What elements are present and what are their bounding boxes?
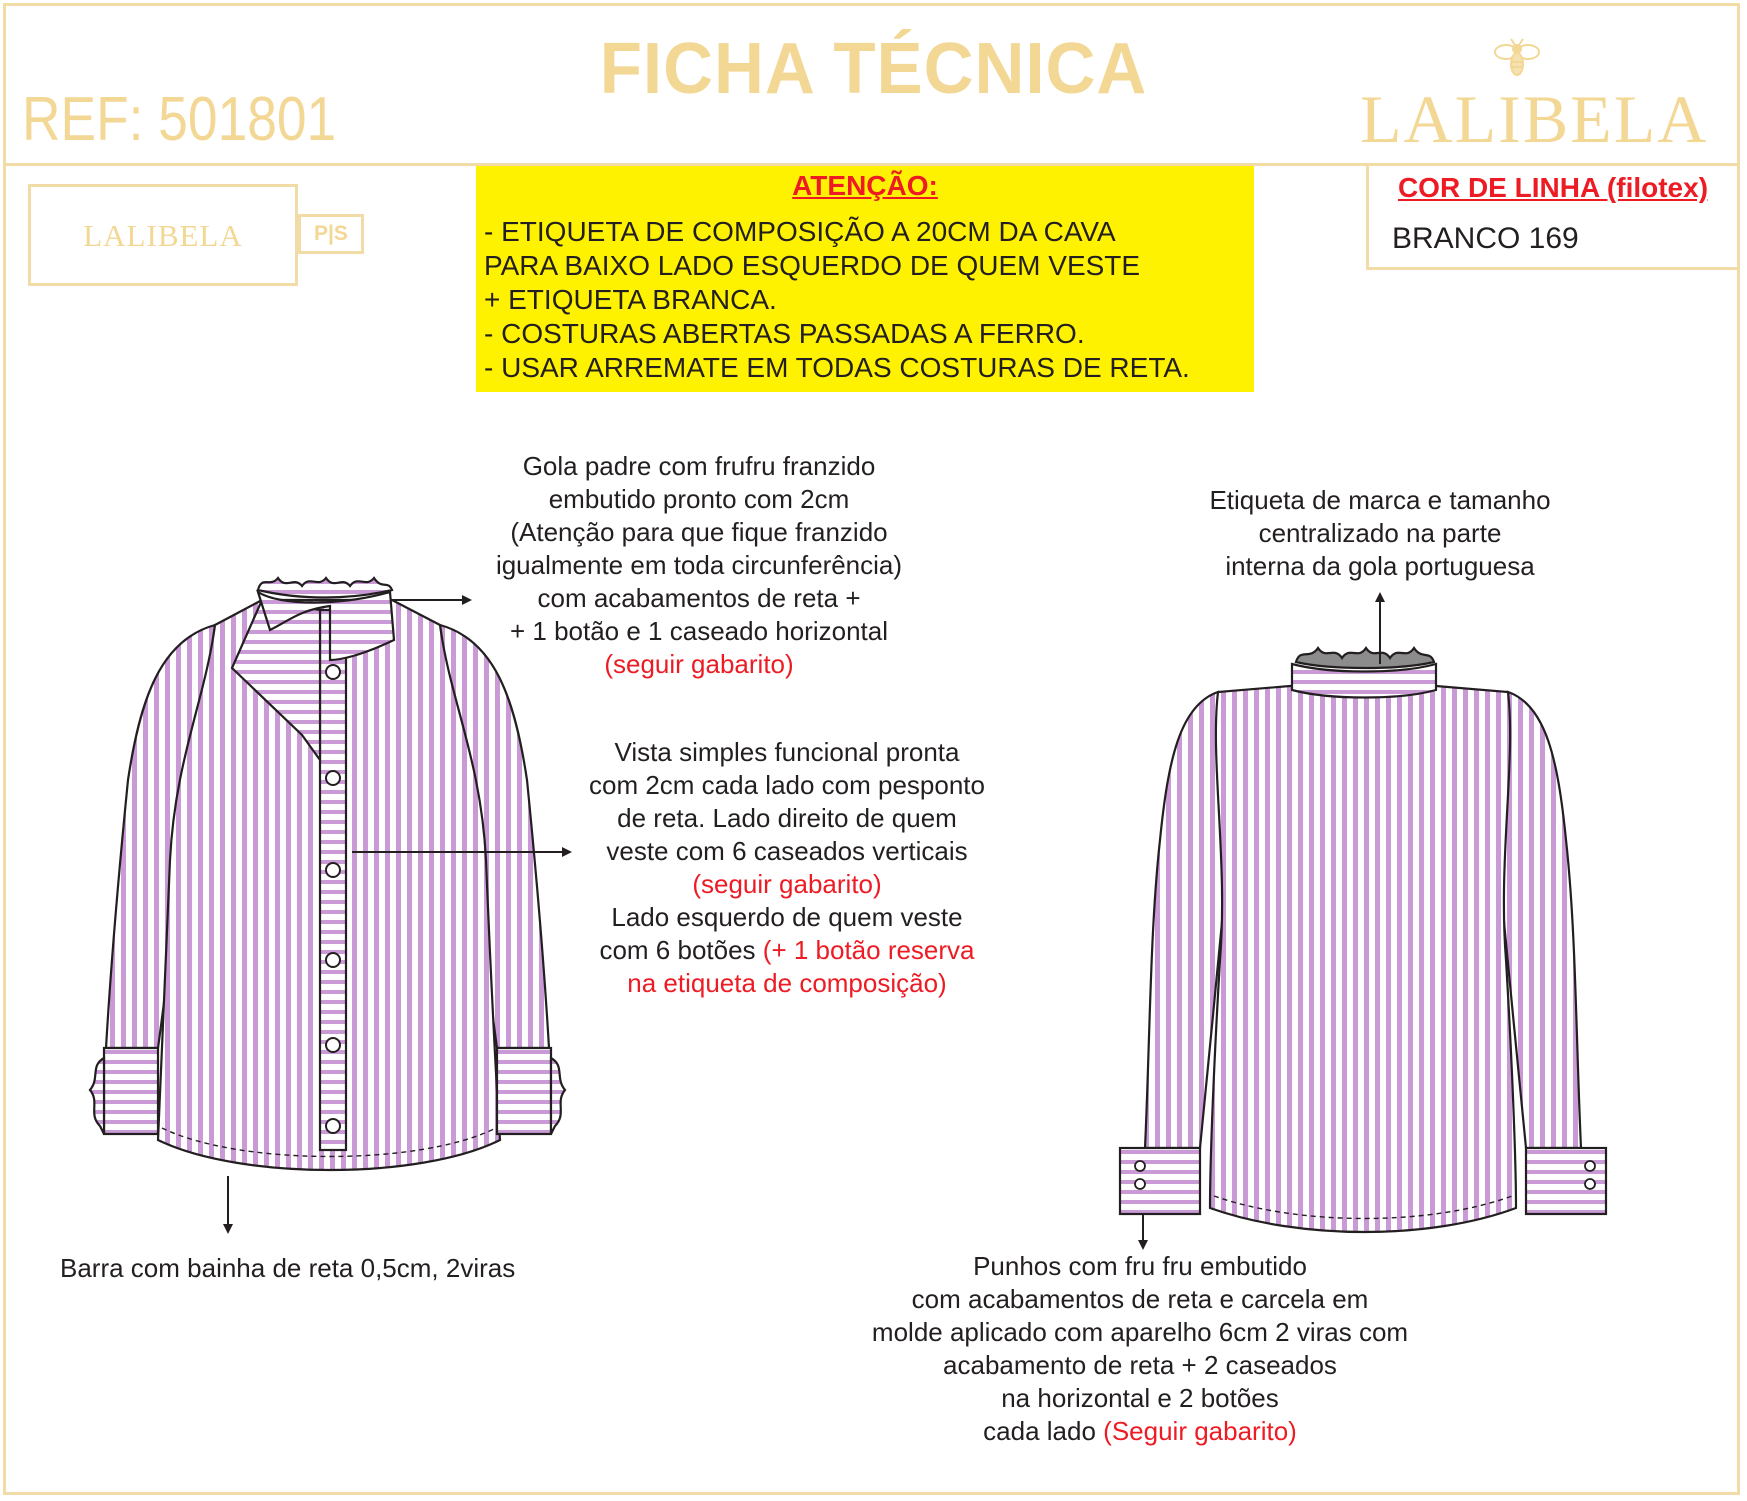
button: [1585, 1161, 1595, 1171]
back-body: [1210, 686, 1516, 1232]
page-title: FICHA TÉCNICA: [599, 29, 1148, 109]
note-back-label: Etiqueta de marca e tamanho centralizado na parte interna da gola portuguesa: [1209, 485, 1551, 581]
back-shirt-drawing: [1120, 648, 1606, 1232]
note-hem: Barra com bainha de reta 0,5cm, 2viras: [60, 1253, 516, 1283]
front-right-cuff: [497, 1048, 551, 1134]
size-tag-text: P|S: [314, 222, 348, 245]
thread-color-title: COR DE LINHA (filotex): [1397, 172, 1709, 203]
attention-line: PARA BAIXO LADO ESQUERDO DE QUEM VESTE: [484, 250, 1141, 281]
attention-line: - COSTURAS ABERTAS PASSADAS A FERRO.: [484, 318, 1085, 349]
front-left-cuff-frill: [90, 1058, 104, 1134]
button: [1585, 1179, 1595, 1189]
button: [326, 771, 340, 785]
back-left-cuff: [1120, 1148, 1200, 1214]
button: [1135, 1161, 1145, 1171]
thread-color-value: BRANCO 169: [1392, 222, 1579, 255]
front-left-cuff: [104, 1048, 158, 1134]
button: [326, 665, 340, 679]
button: [326, 953, 340, 967]
front-placket: [320, 610, 346, 1150]
attention-line: + ETIQUETA BRANCA.: [484, 284, 777, 315]
button: [1135, 1179, 1145, 1189]
brand-logo: LALIBELA: [1360, 81, 1709, 157]
note-cuffs: Punhos com fru fru embutido com acabamentos de reta e carcela em molde aplicado com aparelho 6cm 2 viras com acabamento de reta + 2 caseados na horizontal e 2 botões cada lado (Seguir gabarito): [871, 1251, 1409, 1446]
attention-title: ATENÇÃO:: [792, 170, 938, 201]
attention-line: - ETIQUETA DE COMPOSIÇÃO A 20CM DA CAVA: [484, 216, 1116, 247]
front-collar-frill: [258, 578, 392, 598]
note-collar: Gola padre com frufru franzido embutido pronto com 2cm (Atenção para que fique franzido igualmente em toda circunferência) com acabamentos de reta + + 1 botão e 1 caseado horizontal (seguir gabarito): [495, 451, 903, 679]
reference-code: REF: 501801: [22, 85, 337, 154]
note-placket: Vista simples funcional pronta com 2cm cada lado com pesponto de reta. Lado direito de quem veste com 6 caseados verticais (seguir gabarito) Lado esquerdo de quem veste com 6 botões (+ 1 botão reserva na etiqueta de composição): [589, 737, 985, 998]
front-right-cuff-frill: [551, 1058, 565, 1134]
button: [326, 1119, 340, 1133]
button: [326, 1038, 340, 1052]
back-collar-frill: [1296, 648, 1434, 668]
button: [326, 863, 340, 877]
attention-line: - USAR ARREMATE EM TODAS COSTURAS DE RETA.: [484, 352, 1190, 383]
label-brand-text: LALIBELA: [83, 218, 243, 253]
